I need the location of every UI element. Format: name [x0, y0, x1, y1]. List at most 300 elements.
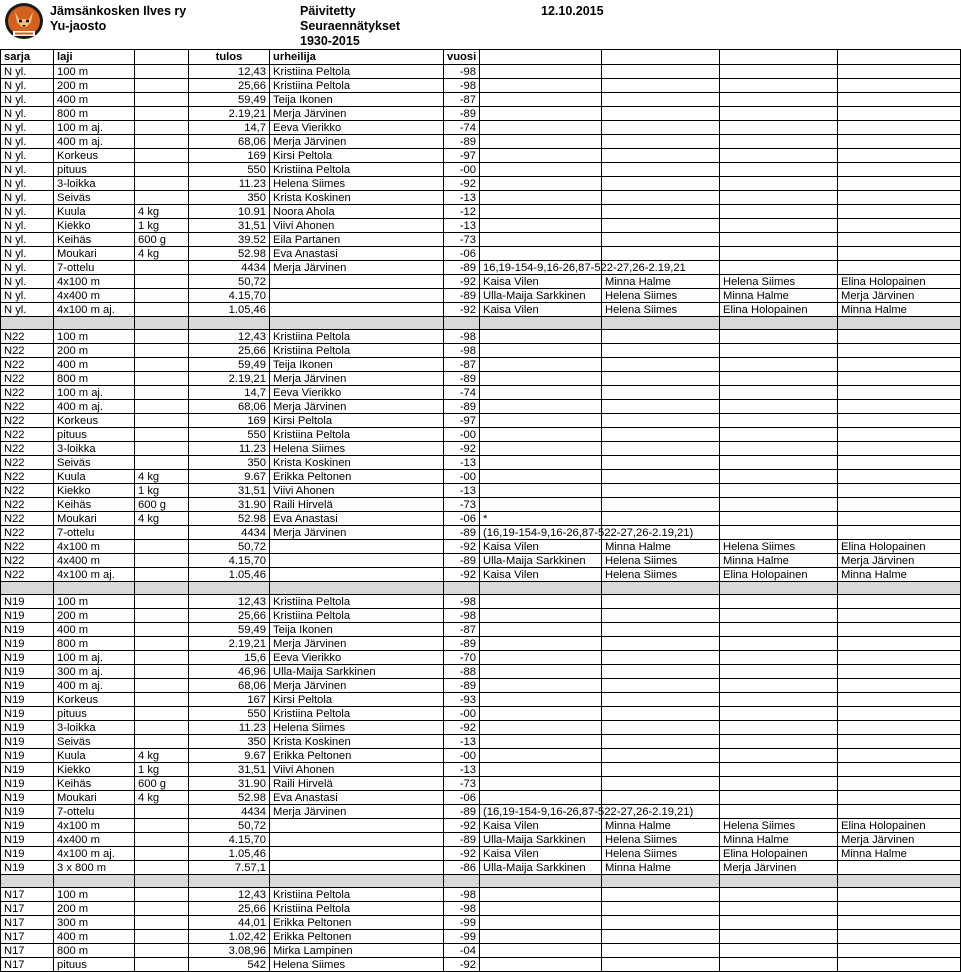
cell-lisatieto-4 — [838, 191, 961, 205]
separator-cell — [189, 875, 270, 888]
cell-vuosi: -04 — [444, 944, 480, 958]
cell-lisatieto-1 — [480, 944, 602, 958]
separator-cell — [480, 582, 602, 595]
table-row — [1, 289, 961, 303]
cell-vuosi: -74 — [444, 386, 480, 400]
cell-urheilija — [270, 275, 444, 289]
cell-lisatieto-4 — [838, 149, 961, 163]
cell-laji: Seiväs — [54, 735, 135, 749]
cell-vuosi: -99 — [444, 930, 480, 944]
cell-lisatieto-2: Helena Siimes — [602, 833, 720, 847]
cell-lisatieto-4 — [838, 470, 961, 484]
cell-vuosi: -13 — [444, 219, 480, 233]
cell-lisatieto-3: Helena Siimes — [720, 540, 838, 554]
cell-lisatieto-4 — [838, 400, 961, 414]
separator-cell — [480, 875, 602, 888]
cell-urheilija — [270, 568, 444, 582]
cell-paino — [135, 609, 189, 623]
cell-urheilija: Teija Ikonen — [270, 358, 444, 372]
separator-cell — [838, 317, 961, 330]
cell-urheilija — [270, 540, 444, 554]
cell-lisatieto-1 — [480, 958, 602, 972]
separator-cell — [189, 317, 270, 330]
cell-urheilija — [270, 847, 444, 861]
cell-lisatieto-1 — [480, 428, 602, 442]
cell-urheilija: Helena Siimes — [270, 958, 444, 972]
cell-laji: Kiekko — [54, 484, 135, 498]
table-row — [1, 65, 961, 79]
cell-lisatieto-3: Minna Halme — [720, 289, 838, 303]
table-row — [1, 121, 961, 135]
cell-laji: 800 m — [54, 637, 135, 651]
cell-lisatieto-2 — [602, 749, 720, 763]
cell-tulos: 550 — [189, 428, 270, 442]
cell-lisatieto-2 — [602, 609, 720, 623]
cell-tulos: 169 — [189, 414, 270, 428]
cell-lisatieto-1 — [480, 219, 602, 233]
cell-lisatieto-4: Minna Halme — [838, 303, 961, 317]
cell-lisatieto-3: Minna Halme — [720, 554, 838, 568]
cell-paino — [135, 177, 189, 191]
cell-lisatieto-4 — [838, 163, 961, 177]
cell-tulos: 4434 — [189, 526, 270, 540]
cell-urheilija: Kristiina Peltola — [270, 163, 444, 177]
separator-cell — [54, 317, 135, 330]
cell-lisatieto-1 — [480, 191, 602, 205]
cell-lisatieto-1: Kaisa Vilen — [480, 275, 602, 289]
cell-vuosi: -89 — [444, 289, 480, 303]
cell-paino — [135, 65, 189, 79]
cell-tulos: 1.05,46 — [189, 847, 270, 861]
section-separator — [1, 875, 961, 888]
cell-paino — [135, 958, 189, 972]
cell-sarja: N19 — [1, 847, 54, 861]
cell-vuosi: -86 — [444, 861, 480, 875]
cell-urheilija: Noora Ahola — [270, 205, 444, 219]
cell-laji: 100 m — [54, 65, 135, 79]
cell-lisatieto-1 — [480, 372, 602, 386]
cell-lisatieto-3 — [720, 930, 838, 944]
cell-lisatieto-1: Kaisa Vilen — [480, 540, 602, 554]
separator-cell — [1, 875, 54, 888]
cell-tulos: 550 — [189, 707, 270, 721]
cell-paino — [135, 79, 189, 93]
cell-lisatieto-3 — [720, 428, 838, 442]
cell-lisatieto-2 — [602, 651, 720, 665]
cell-lisatieto-1: 16,19-154-9,16-26,87-522-27,26-2.19,21 — [480, 261, 602, 275]
cell-vuosi: -74 — [444, 121, 480, 135]
cell-paino — [135, 861, 189, 875]
cell-vuosi: -98 — [444, 595, 480, 609]
cell-paino — [135, 135, 189, 149]
cell-sarja: N yl. — [1, 177, 54, 191]
cell-paino: 4 kg — [135, 791, 189, 805]
table-row — [1, 107, 961, 121]
cell-lisatieto-4 — [838, 526, 961, 540]
cell-lisatieto-4 — [838, 902, 961, 916]
table-row — [1, 498, 961, 512]
cell-lisatieto-3 — [720, 707, 838, 721]
cell-paino: 4 kg — [135, 749, 189, 763]
cell-vuosi: -92 — [444, 303, 480, 317]
cell-sarja: N19 — [1, 595, 54, 609]
cell-lisatieto-3 — [720, 344, 838, 358]
cell-lisatieto-3 — [720, 358, 838, 372]
cell-lisatieto-2 — [602, 149, 720, 163]
cell-laji: 4x400 m — [54, 554, 135, 568]
cell-lisatieto-3 — [720, 107, 838, 121]
cell-laji: 800 m — [54, 107, 135, 121]
cell-paino — [135, 651, 189, 665]
cell-urheilija: Krista Koskinen — [270, 191, 444, 205]
cell-tulos: 50,72 — [189, 275, 270, 289]
cell-sarja: N22 — [1, 512, 54, 526]
cell-paino: 4 kg — [135, 205, 189, 219]
table-row — [1, 749, 961, 763]
cell-lisatieto-4 — [838, 247, 961, 261]
cell-vuosi: -06 — [444, 791, 480, 805]
cell-lisatieto-1 — [480, 205, 602, 219]
separator-cell — [444, 317, 480, 330]
column-header-vuosi: vuosi — [444, 50, 480, 65]
cell-paino — [135, 386, 189, 400]
cell-lisatieto-2 — [602, 247, 720, 261]
cell-vuosi: -89 — [444, 107, 480, 121]
table-row — [1, 470, 961, 484]
cell-lisatieto-4: Merja Järvinen — [838, 833, 961, 847]
cell-lisatieto-1 — [480, 665, 602, 679]
table-row — [1, 609, 961, 623]
cell-laji: 400 m — [54, 623, 135, 637]
table-row — [1, 275, 961, 289]
cell-tulos: 39.52 — [189, 233, 270, 247]
table-row — [1, 163, 961, 177]
cell-vuosi: -87 — [444, 623, 480, 637]
cell-laji: 3-loikka — [54, 177, 135, 191]
cell-lisatieto-2: Minna Halme — [602, 540, 720, 554]
cell-paino: 600 g — [135, 233, 189, 247]
cell-urheilija: Viivi Ahonen — [270, 219, 444, 233]
cell-laji: 4x100 m — [54, 819, 135, 833]
cell-tulos: 14,7 — [189, 386, 270, 400]
cell-lisatieto-3 — [720, 958, 838, 972]
cell-vuosi: -89 — [444, 372, 480, 386]
section-separator — [1, 317, 961, 330]
cell-sarja: N19 — [1, 665, 54, 679]
cell-paino: 4 kg — [135, 512, 189, 526]
table-row — [1, 833, 961, 847]
cell-paino — [135, 944, 189, 958]
cell-lisatieto-4 — [838, 721, 961, 735]
cell-sarja: N yl. — [1, 205, 54, 219]
cell-lisatieto-1: (16,19-154-9,16-26,87-522-27,26-2.19,21) — [480, 805, 602, 819]
cell-laji: Seiväs — [54, 456, 135, 470]
cell-lisatieto-2: Helena Siimes — [602, 289, 720, 303]
lynx-crest-icon — [4, 2, 44, 40]
cell-sarja: N yl. — [1, 303, 54, 317]
cell-lisatieto-3: Merja Järvinen — [720, 861, 838, 875]
cell-vuosi: -06 — [444, 512, 480, 526]
cell-tulos: 167 — [189, 693, 270, 707]
cell-urheilija: Merja Järvinen — [270, 400, 444, 414]
cell-sarja: N19 — [1, 805, 54, 819]
cell-vuosi: -70 — [444, 651, 480, 665]
cell-tulos: 350 — [189, 735, 270, 749]
cell-lisatieto-2 — [602, 163, 720, 177]
cell-sarja: N19 — [1, 749, 54, 763]
cell-lisatieto-4 — [838, 735, 961, 749]
table-row — [1, 568, 961, 582]
separator-cell — [54, 582, 135, 595]
table-row — [1, 944, 961, 958]
cell-laji: 7-ottelu — [54, 526, 135, 540]
cell-lisatieto-2 — [602, 456, 720, 470]
cell-lisatieto-3 — [720, 372, 838, 386]
cell-laji: 100 m aj. — [54, 121, 135, 135]
cell-lisatieto-2 — [602, 944, 720, 958]
cell-sarja: N22 — [1, 526, 54, 540]
cell-urheilija: Mirka Lampinen — [270, 944, 444, 958]
cell-laji: Keihäs — [54, 498, 135, 512]
cell-tulos: 25,66 — [189, 344, 270, 358]
cell-tulos: 44,01 — [189, 916, 270, 930]
cell-urheilija: Merja Järvinen — [270, 261, 444, 275]
table-row — [1, 888, 961, 902]
cell-urheilija: Merja Järvinen — [270, 679, 444, 693]
cell-sarja: N yl. — [1, 65, 54, 79]
table-row — [1, 442, 961, 456]
cell-lisatieto-3 — [720, 679, 838, 693]
cell-lisatieto-2 — [602, 637, 720, 651]
cell-urheilija: Erikka Peltonen — [270, 916, 444, 930]
cell-lisatieto-3 — [720, 386, 838, 400]
table-row — [1, 205, 961, 219]
cell-vuosi: -73 — [444, 498, 480, 512]
cell-lisatieto-1 — [480, 595, 602, 609]
table-row — [1, 135, 961, 149]
cell-lisatieto-2 — [602, 358, 720, 372]
cell-lisatieto-2 — [602, 930, 720, 944]
cell-lisatieto-4 — [838, 958, 961, 972]
cell-urheilija: Ulla-Maija Sarkkinen — [270, 665, 444, 679]
cell-lisatieto-3 — [720, 484, 838, 498]
cell-lisatieto-4 — [838, 442, 961, 456]
separator-cell — [602, 875, 720, 888]
cell-laji: 4x100 m — [54, 275, 135, 289]
cell-sarja: N19 — [1, 791, 54, 805]
table-row — [1, 303, 961, 317]
cell-urheilija: Kristiina Peltola — [270, 707, 444, 721]
cell-laji: 100 m aj. — [54, 386, 135, 400]
cell-sarja: N22 — [1, 540, 54, 554]
cell-lisatieto-3 — [720, 609, 838, 623]
cell-sarja: N yl. — [1, 107, 54, 121]
cell-lisatieto-3 — [720, 93, 838, 107]
cell-laji: 200 m — [54, 609, 135, 623]
cell-lisatieto-3 — [720, 665, 838, 679]
cell-lisatieto-1: Ulla-Maija Sarkkinen — [480, 289, 602, 303]
cell-lisatieto-4 — [838, 456, 961, 470]
cell-lisatieto-3 — [720, 135, 838, 149]
cell-lisatieto-2 — [602, 888, 720, 902]
cell-urheilija: Kristiina Peltola — [270, 428, 444, 442]
table-row — [1, 665, 961, 679]
cell-sarja: N yl. — [1, 135, 54, 149]
cell-laji: 300 m aj. — [54, 665, 135, 679]
table-row — [1, 707, 961, 721]
cell-tulos: 46,96 — [189, 665, 270, 679]
cell-tulos: 25,66 — [189, 609, 270, 623]
cell-lisatieto-1 — [480, 707, 602, 721]
cell-lisatieto-1 — [480, 330, 602, 344]
cell-tulos: 2.19,21 — [189, 107, 270, 121]
cell-vuosi: -87 — [444, 358, 480, 372]
cell-vuosi: -93 — [444, 693, 480, 707]
cell-lisatieto-1 — [480, 470, 602, 484]
table-row — [1, 261, 961, 275]
cell-lisatieto-1 — [480, 121, 602, 135]
cell-paino — [135, 289, 189, 303]
cell-lisatieto-4 — [838, 637, 961, 651]
cell-lisatieto-3 — [720, 735, 838, 749]
cell-lisatieto-2 — [602, 498, 720, 512]
cell-urheilija: Eila Partanen — [270, 233, 444, 247]
cell-lisatieto-4 — [838, 749, 961, 763]
cell-urheilija: Viivi Ahonen — [270, 484, 444, 498]
cell-lisatieto-2: Helena Siimes — [602, 303, 720, 317]
cell-lisatieto-3 — [720, 916, 838, 930]
cell-tulos: 14,7 — [189, 121, 270, 135]
cell-laji: Seiväs — [54, 191, 135, 205]
separator-cell — [135, 582, 189, 595]
table-row — [1, 819, 961, 833]
cell-laji: 300 m — [54, 916, 135, 930]
cell-laji: Kuula — [54, 470, 135, 484]
cell-sarja: N19 — [1, 623, 54, 637]
cell-sarja: N22 — [1, 358, 54, 372]
cell-lisatieto-3 — [720, 512, 838, 526]
cell-paino — [135, 121, 189, 135]
cell-tulos: 12,43 — [189, 888, 270, 902]
cell-laji: 4x100 m aj. — [54, 303, 135, 317]
cell-laji: 7-ottelu — [54, 805, 135, 819]
cell-laji: Kiekko — [54, 219, 135, 233]
cell-laji: 200 m — [54, 902, 135, 916]
cell-paino — [135, 833, 189, 847]
cell-paino — [135, 414, 189, 428]
cell-tulos: 11.23 — [189, 721, 270, 735]
table-row — [1, 414, 961, 428]
cell-lisatieto-4 — [838, 888, 961, 902]
table-row — [1, 916, 961, 930]
cell-lisatieto-2 — [602, 958, 720, 972]
cell-lisatieto-2 — [602, 484, 720, 498]
cell-lisatieto-4 — [838, 944, 961, 958]
cell-laji: pituus — [54, 428, 135, 442]
cell-tulos: 169 — [189, 149, 270, 163]
cell-paino — [135, 372, 189, 386]
cell-tulos: 1.05,46 — [189, 568, 270, 582]
cell-vuosi: -89 — [444, 135, 480, 149]
cell-vuosi: -00 — [444, 163, 480, 177]
cell-lisatieto-3 — [720, 400, 838, 414]
cell-lisatieto-1 — [480, 135, 602, 149]
table-row — [1, 958, 961, 972]
cell-vuosi: -12 — [444, 205, 480, 219]
table-row — [1, 679, 961, 693]
table-row — [1, 777, 961, 791]
cell-laji: 100 m — [54, 595, 135, 609]
table-header-row — [1, 50, 961, 65]
cell-lisatieto-2 — [602, 344, 720, 358]
cell-lisatieto-1 — [480, 65, 602, 79]
cell-lisatieto-2 — [602, 693, 720, 707]
cell-urheilija: Eeva Vierikko — [270, 651, 444, 665]
cell-paino — [135, 623, 189, 637]
cell-paino — [135, 637, 189, 651]
separator-cell — [720, 317, 838, 330]
cell-lisatieto-3: Minna Halme — [720, 833, 838, 847]
cell-vuosi: -13 — [444, 456, 480, 470]
cell-lisatieto-1 — [480, 609, 602, 623]
table-row — [1, 595, 961, 609]
cell-sarja: N19 — [1, 721, 54, 735]
separator-cell — [1, 317, 54, 330]
cell-urheilija: Merja Järvinen — [270, 372, 444, 386]
cell-tulos: 10.91 — [189, 205, 270, 219]
cell-lisatieto-3: Helena Siimes — [720, 275, 838, 289]
cell-tulos: 2.19,21 — [189, 637, 270, 651]
cell-sarja: N19 — [1, 693, 54, 707]
cell-tulos: 25,66 — [189, 79, 270, 93]
cell-sarja: N yl. — [1, 121, 54, 135]
cell-sarja: N17 — [1, 958, 54, 972]
updated-date: 12.10.2015 — [541, 4, 604, 18]
cell-lisatieto-4 — [838, 609, 961, 623]
cell-vuosi: -00 — [444, 470, 480, 484]
cell-vuosi: -99 — [444, 916, 480, 930]
cell-lisatieto-2 — [602, 414, 720, 428]
cell-paino — [135, 163, 189, 177]
cell-sarja: N yl. — [1, 247, 54, 261]
cell-laji: 3-loikka — [54, 442, 135, 456]
table-row — [1, 847, 961, 861]
cell-lisatieto-1 — [480, 442, 602, 456]
cell-urheilija: Kristiina Peltola — [270, 330, 444, 344]
cell-sarja: N22 — [1, 470, 54, 484]
cell-vuosi: -89 — [444, 805, 480, 819]
cell-tulos: 12,43 — [189, 330, 270, 344]
cell-lisatieto-4 — [838, 693, 961, 707]
cell-lisatieto-1 — [480, 679, 602, 693]
cell-laji: 100 m aj. — [54, 651, 135, 665]
cell-lisatieto-4 — [838, 595, 961, 609]
cell-lisatieto-4 — [838, 930, 961, 944]
cell-lisatieto-3 — [720, 442, 838, 456]
cell-urheilija: Eeva Vierikko — [270, 121, 444, 135]
separator-cell — [838, 582, 961, 595]
cell-sarja: N19 — [1, 777, 54, 791]
cell-laji: Moukari — [54, 512, 135, 526]
cell-paino — [135, 358, 189, 372]
cell-tulos: 52.98 — [189, 512, 270, 526]
cell-lisatieto-1: Ulla-Maija Sarkkinen — [480, 861, 602, 875]
cell-paino — [135, 554, 189, 568]
cell-lisatieto-2 — [602, 400, 720, 414]
cell-sarja: N22 — [1, 428, 54, 442]
table-row — [1, 526, 961, 540]
cell-sarja: N17 — [1, 888, 54, 902]
